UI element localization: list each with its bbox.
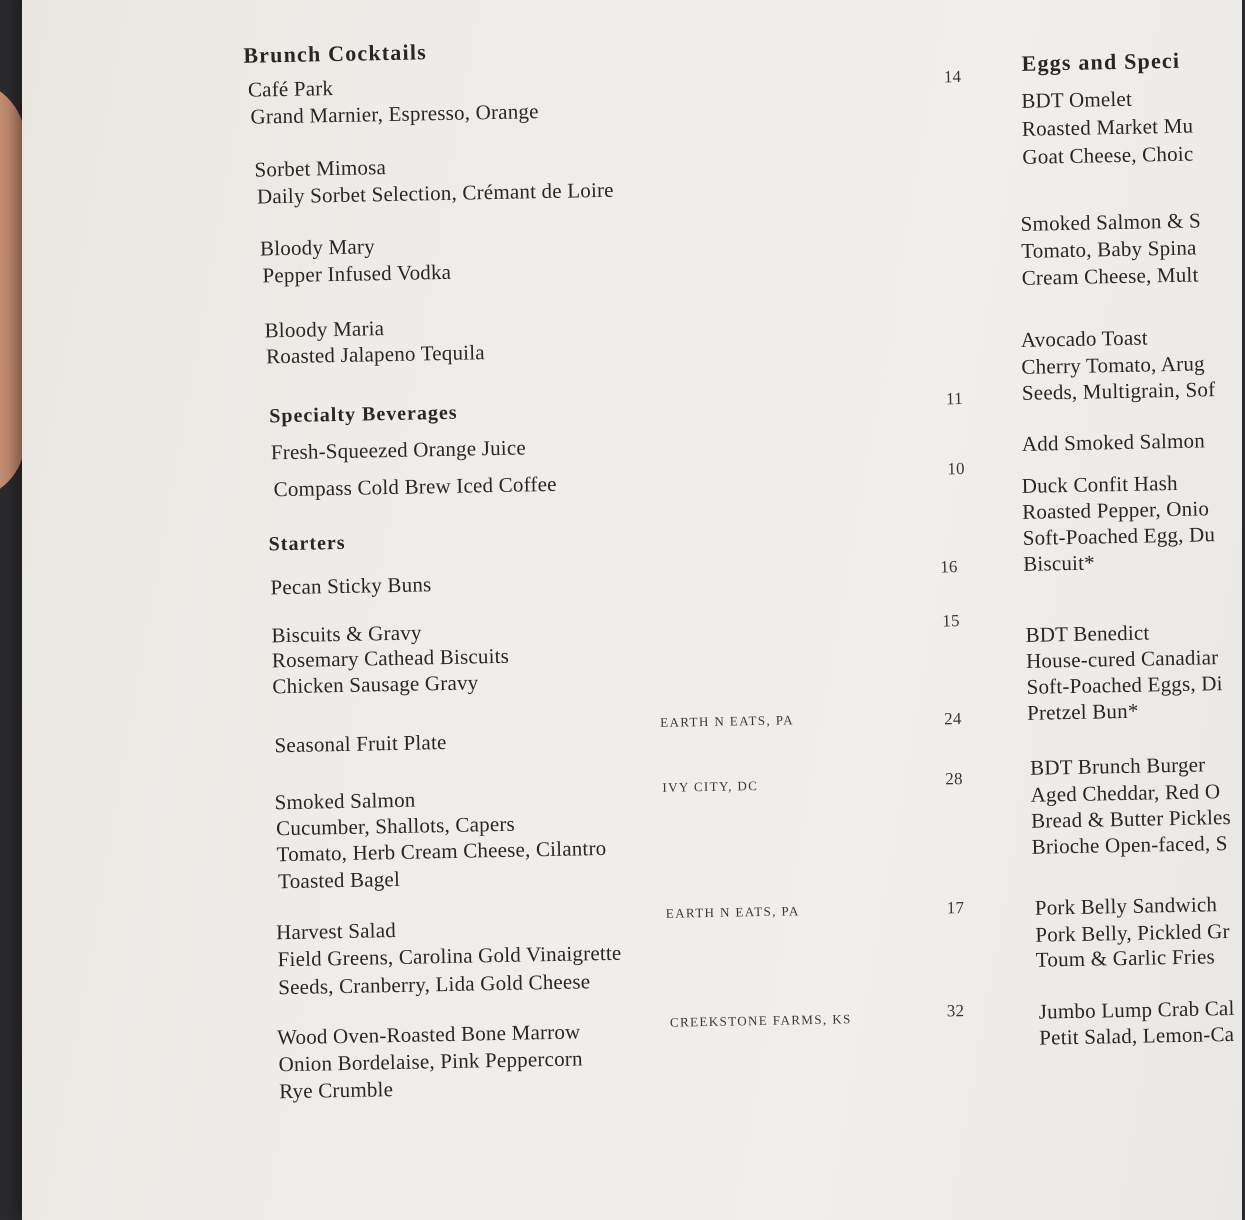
item-desc-cafe-park: Grand Marnier, Espresso, Orange [250,99,539,129]
eggs-line-crab-cake-desc: Petit Salad, Lemon-Ca [1039,1021,1235,1050]
item-desc-bloody-maria: Roasted Jalapeno Tequila [265,340,485,369]
item-name-bloody-mary: Bloody Mary [259,234,375,261]
eggs-line-benedict-desc-3: Pretzel Bun* [1026,698,1139,725]
item-desc-smoked-salmon-1: Cucumber, Shallots, Capers [275,811,516,841]
item-desc-sorbet-mimosa: Daily Sorbet Selection, Crémant de Loire [256,177,614,209]
item-source-smoked-salmon: IVY CITY, DC [662,778,759,795]
item-name-biscuits-gravy: Biscuits & Gravy [271,620,422,648]
eggs-line-brunch-burger: BDT Brunch Burger [1029,752,1206,780]
section-heading-starters: Starters [268,531,346,556]
eggs-line-omelet-desc-1: Roasted Market Mu [1021,113,1194,141]
item-price-cafe-park: 14 [943,66,962,87]
eggs-line-duck-desc-3: Biscuit* [1022,550,1096,576]
eggs-line-omelet: BDT Omelet [1021,86,1133,113]
eggs-line-bdt-benedict: BDT Benedict [1025,620,1150,647]
eggs-line-add-smoked-salmon: Add Smoked Salmon [1021,428,1206,456]
eggs-line-duck-desc-1: Roasted Pepper, Onio [1021,496,1210,524]
item-source-harvest-salad: EARTH N EATS, PA [665,903,800,921]
item-price-cold-brew: 10 [947,458,965,479]
eggs-line-avocado-desc-2: Seeds, Multigrain, Sof [1021,377,1216,405]
item-source-bone-marrow: CREEKSTONE FARMS, KS [669,1011,852,1030]
item-source-seasonal-fruit-plate: EARTH N EATS, PA [660,712,795,730]
eggs-line-crab-cake: Jumbo Lump Crab Cal [1038,995,1235,1024]
item-desc-bloody-mary: Pepper Infused Vodka [262,259,452,288]
item-price-bone-marrow: 32 [946,1001,965,1021]
item-name-orange-juice: Fresh-Squeezed Orange Juice [270,435,527,465]
item-name-harvest-salad: Harvest Salad [275,917,397,945]
eggs-line-smoked-salmon-desc-2: Cream Cheese, Mult [1021,262,1199,290]
eggs-line-pork-belly-sandwich: Pork Belly Sandwich [1034,892,1218,920]
item-name-sorbet-mimosa: Sorbet Mimosa [254,155,387,182]
item-price-harvest-salad: 17 [946,898,965,918]
eggs-line-duck-confit-hash: Duck Confit Hash [1021,470,1178,498]
eggs-line-avocado-toast: Avocado Toast [1020,325,1149,352]
eggs-line-omelet-desc-2: Goat Cheese, Choic [1022,141,1194,169]
section-heading-eggs-and-specialties: Eggs and Speci [1021,47,1181,76]
item-name-smoked-salmon: Smoked Salmon [274,787,416,815]
eggs-line-benedict-desc-1: House-cured Canadiar [1025,645,1219,673]
item-name-cold-brew: Compass Cold Brew Iced Coffee [273,471,557,502]
eggs-line-burger-desc-3: Brioche Open-faced, S [1031,831,1228,859]
eggs-line-smoked-salmon: Smoked Salmon & S [1020,208,1202,236]
eggs-line-burger-desc-1: Aged Cheddar, Red O [1030,779,1221,807]
item-desc-bone-marrow-2: Rye Crumble [278,1077,394,1104]
eggs-line-smoked-salmon-desc-1: Tomato, Baby Spina [1020,235,1197,263]
item-price-pecan-sticky-buns: 16 [940,557,958,577]
item-name-bone-marrow: Wood Oven-Roasted Bone Marrow [276,1019,581,1050]
eggs-line-avocado-desc-1: Cherry Tomato, Arug [1021,351,1205,379]
item-desc-smoked-salmon-3: Toasted Bagel [277,866,401,894]
item-desc-biscuits-gravy-1: Rosemary Cathead Biscuits [271,643,510,673]
item-desc-harvest-salad-1: Field Greens, Carolina Gold Vinaigrette [277,940,622,972]
item-price-biscuits-gravy: 15 [942,611,960,631]
eggs-line-duck-desc-2: Soft-Poached Egg, Du [1022,522,1216,550]
item-name-bloody-maria: Bloody Maria [264,316,385,343]
eggs-line-pork-belly-desc-2: Toum & Garlic Fries [1035,944,1216,972]
eggs-line-benedict-desc-2: Soft-Poached Eggs, Di [1026,671,1223,699]
item-desc-harvest-salad-2: Seeds, Cranberry, Lida Gold Cheese [277,969,591,1000]
item-desc-smoked-salmon-2: Tomato, Herb Cream Cheese, Cilantro [276,835,607,867]
item-name-cafe-park: Café Park [247,76,334,102]
item-price-smoked-salmon: 28 [945,769,963,789]
menu-sheet [22,0,1245,1190]
section-heading-specialty-beverages: Specialty Beverages [269,401,458,428]
item-desc-biscuits-gravy-2: Chicken Sausage Gravy [272,670,479,699]
item-name-seasonal-fruit-plate: Seasonal Fruit Plate [274,729,447,758]
item-name-pecan-sticky-buns: Pecan Sticky Buns [270,572,432,600]
eggs-line-burger-desc-2: Bread & Butter Pickles [1030,804,1232,833]
item-desc-bone-marrow-1: Onion Bordelaise, Pink Peppercorn [278,1046,583,1077]
menu-paper [22,0,1242,1220]
eggs-line-pork-belly-desc-1: Pork Belly, Pickled Gr [1035,918,1230,947]
item-price-orange-juice: 11 [945,389,963,409]
item-price-seasonal-fruit-plate: 24 [943,709,962,729]
section-heading-brunch-cocktails: Brunch Cocktails [243,39,428,68]
